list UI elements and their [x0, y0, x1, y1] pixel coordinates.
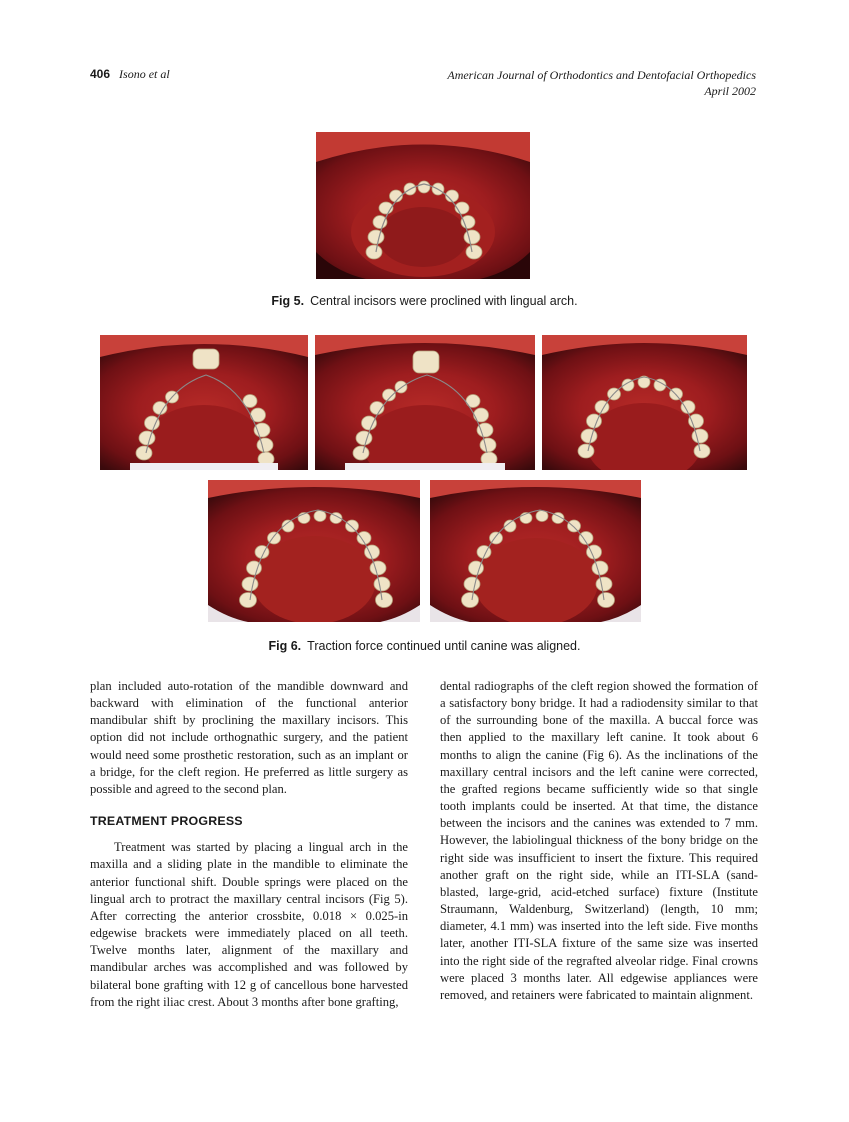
fig5-caption: [0, 294, 849, 308]
fig6-caption: [0, 639, 849, 653]
journal-name: American Journal of Orthodontics and Dentofacial Orthopedics: [447, 68, 756, 82]
fig6-photo-d: [208, 480, 420, 622]
running-header-right: [447, 67, 756, 99]
body-paragraph: dental radiographs of the cleft region showed the formation of a satisfactory bony bridge. It had a radiodensity similar to that of the surrounding bone of the maxilla. A buccal force was then applied to the maxillary left canine. It took about 6 months to align the canine (Fig 6). As the inclinations of the maxillary central incisors and the left canine were corrected, the grafted regions became sufficiently wide so that single tooth implants could be inserted. At that time, the distance between the incisors and the canines was extended to 7 mm. However, the labiolingual thickness of the bony bridge on the right side was insufficient to insert the fixture. This required another graft on the right side, while an ITI-SLA (sand-blasted, large-grid, acid-etched surface) fixture (Institute Straumann, Waldenburg, Switzerland) (length, 10 mm; diameter, 4.1 mm) was inserted into the left side. Five months later, another ITI-SLA fixture of the same size was inserted into the right side of the regrafted alveolar ridge. Final crowns were placed 3 months later. All edgewise appliances were removed, and retainers were fabricated to maintain alignment.: [440, 679, 758, 1002]
page-number: 406: [90, 67, 111, 81]
fig6-photo-a: [100, 335, 308, 470]
section-heading: TREATMENT PROGRESS: [90, 814, 243, 829]
body-paragraph: Treatment was started by placing a lingual arch in the maxilla and a sliding plate in the mandible to eliminate the anterior functional shift. Double springs were placed on the lingual arch to protract the maxillary central incisors (Fig 5). After correcting the anterior crossbite, 0.018 × 0.025-in edgewise brackets were immediately placed on all teeth. Twelve months later, alignment of the maxillary and mandibular arches was accomplished and was followed by bilateral bone grafting with 12 g of cancellous bone harvested from the right iliac crest. About 3 months after bone grafting,: [90, 840, 408, 1009]
fig6-photo-b: [315, 335, 535, 470]
issue-date: April 2002: [704, 84, 756, 98]
running-header-left: [90, 67, 170, 82]
fig5-photo: [316, 132, 530, 279]
fig6-photo-c: [542, 335, 747, 470]
fig5-caption-text: Central incisors were proclined with lingual arch.: [310, 294, 578, 308]
left-column: [90, 678, 408, 1011]
fig6-caption-text: Traction force continued until canine was aligned.: [307, 639, 581, 653]
body-paragraph: plan included auto-rotation of the mandible downward and backward with elimination of the functional anterior mandibular shift by proclining the maxillary incisors. This option did not include orthognathic surgery, and the patient would need some prosthetic restoration, such as an implant or a bridge, for the cleft region. He preferred as little surgery as possible and agreed to the second plan.: [90, 679, 408, 796]
fig6-label: Fig 6.: [268, 639, 302, 653]
running-authors: Isono et al: [119, 67, 170, 81]
right-column: [440, 678, 758, 1004]
fig5-label: Fig 5.: [271, 294, 305, 308]
fig6-photo-e: [430, 480, 641, 622]
